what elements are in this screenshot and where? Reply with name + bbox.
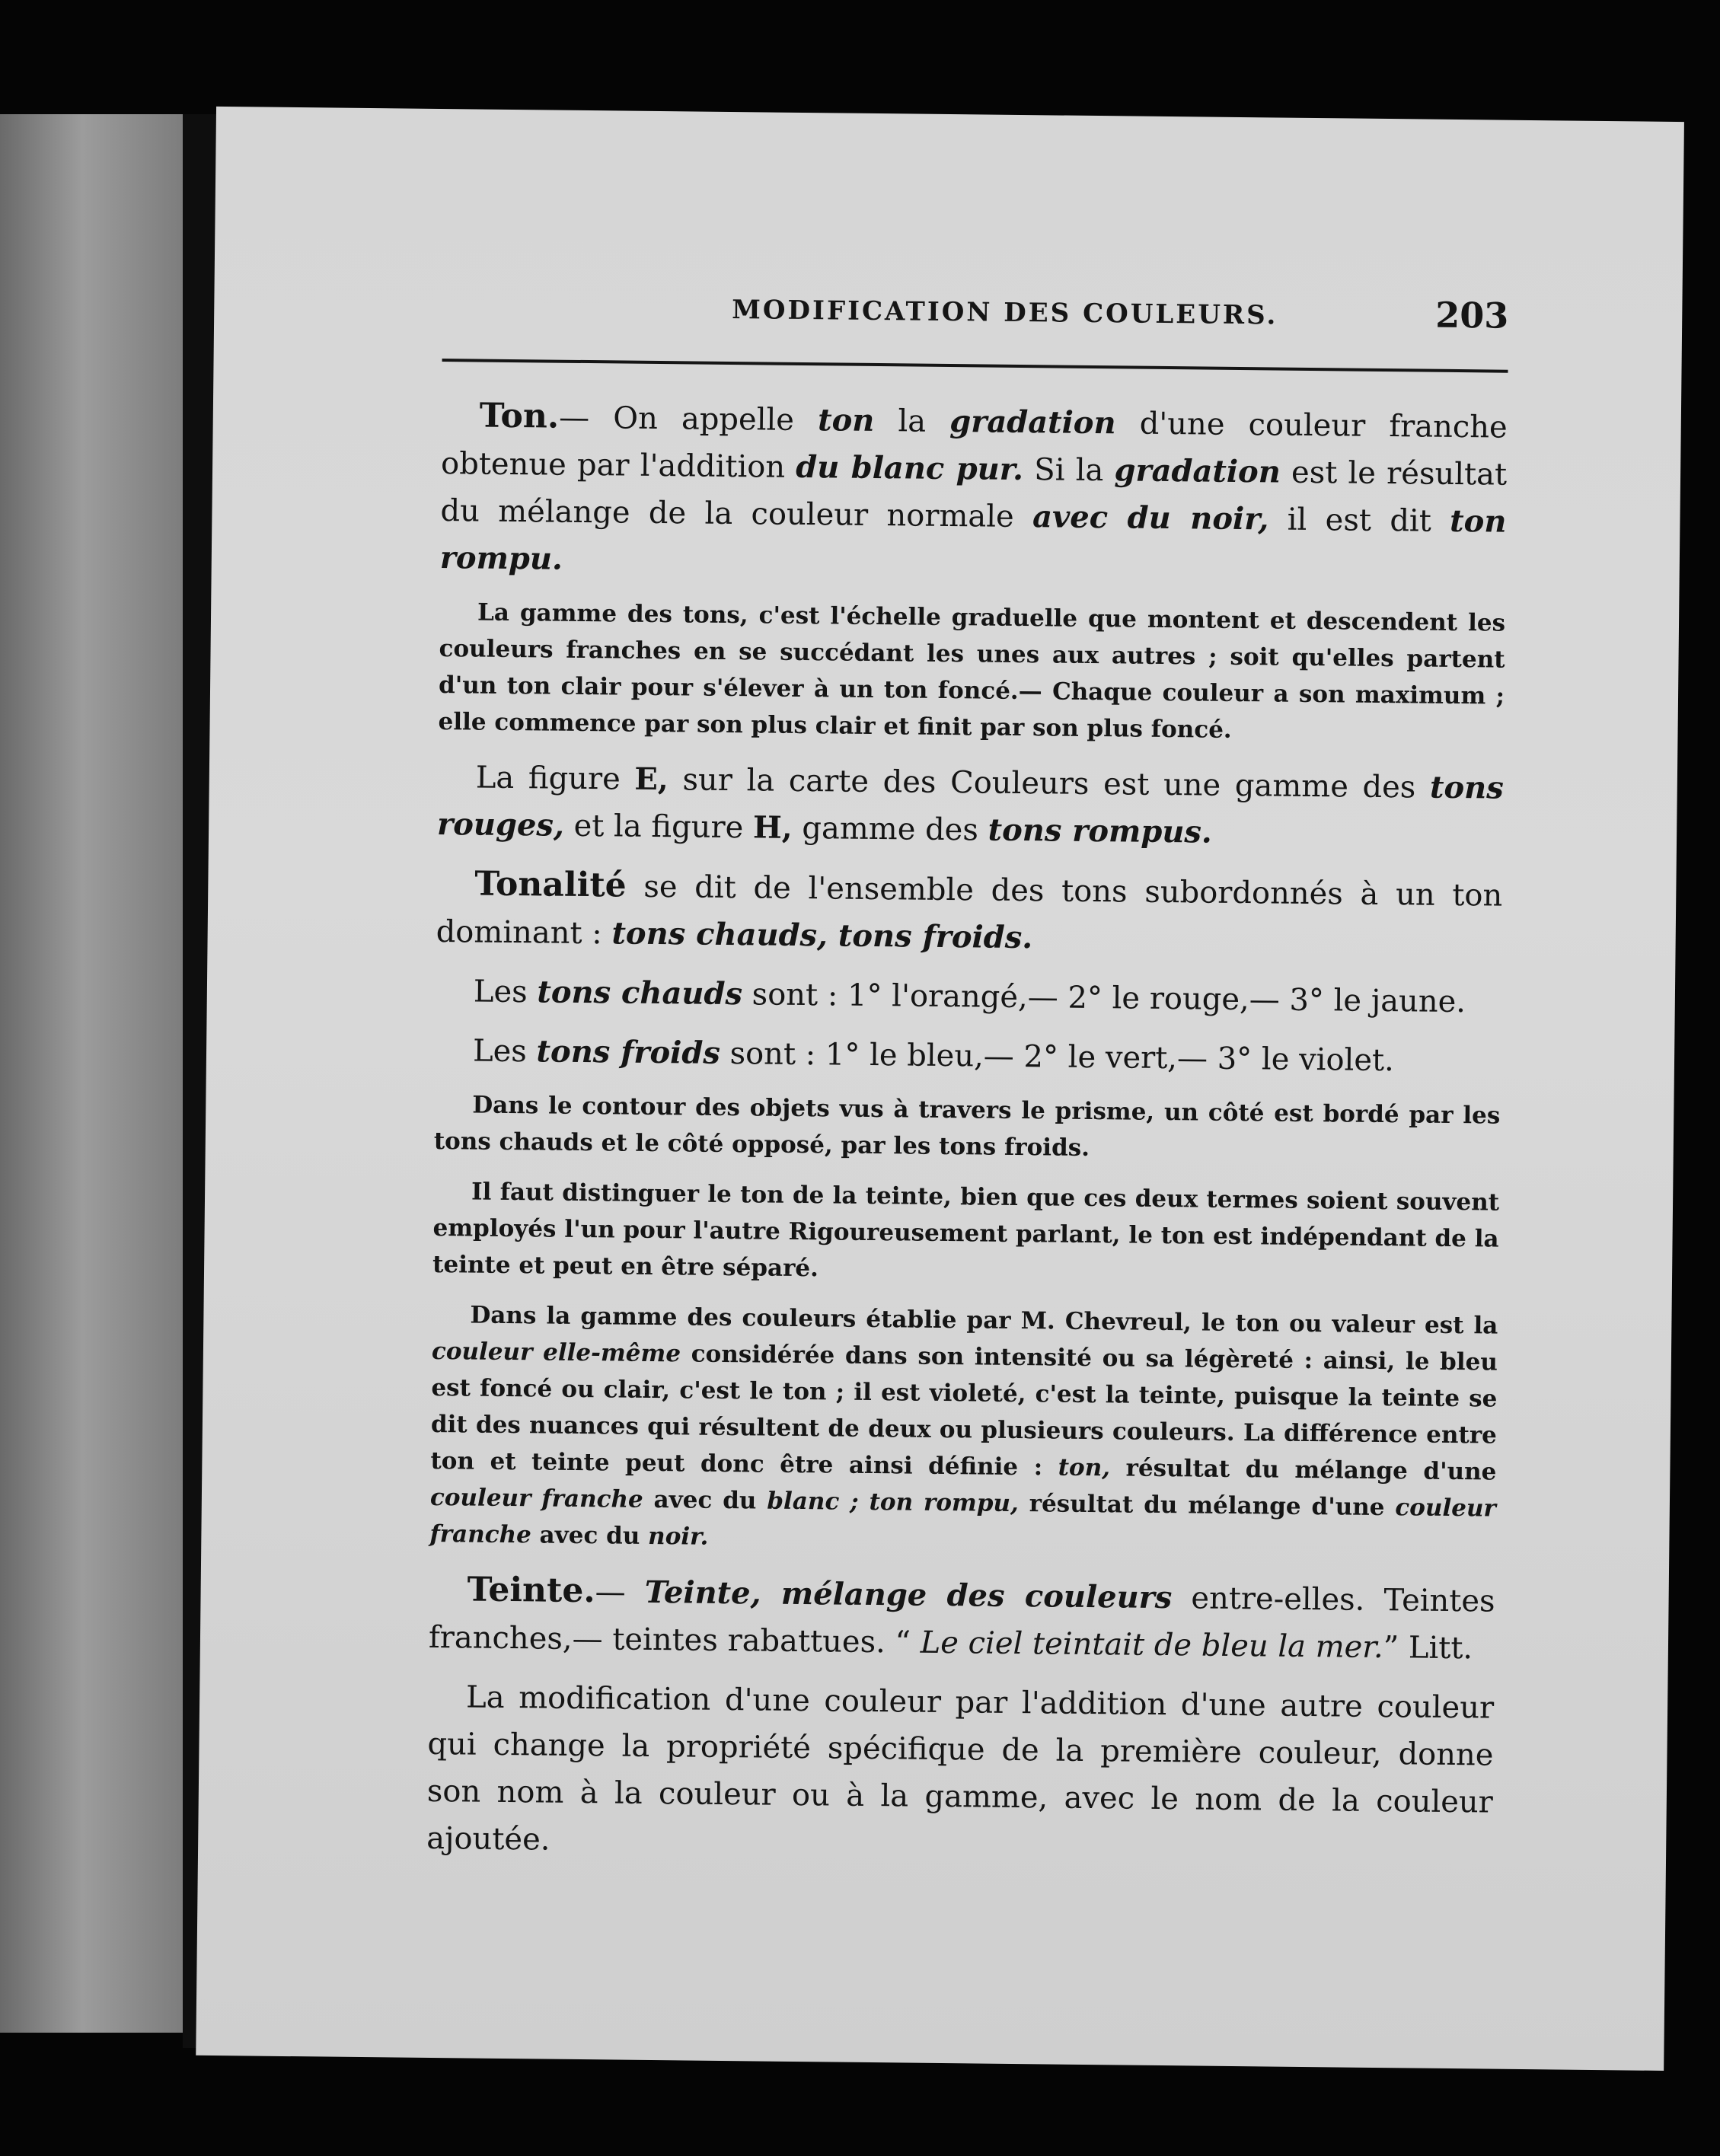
text-span: résultat du mélange d'une xyxy=(1018,1490,1396,1522)
term-ton: Ton. xyxy=(479,396,560,436)
paragraph-tons-chauds xyxy=(436,968,1502,1026)
italic-span: couleur elle-même xyxy=(431,1337,681,1368)
text-span: Dans la gamme des couleurs établie par M. Chevreul, le ton ou valeur est la xyxy=(470,1301,1498,1340)
text-span: avec du xyxy=(531,1521,649,1550)
italic-span: ton xyxy=(817,402,875,439)
italic-span: ton, xyxy=(1058,1453,1111,1482)
text-span: gamme des xyxy=(792,810,988,848)
bold-span: H, xyxy=(752,809,793,846)
text-span: se dit de l'ensemble des tons subordonnés à un ton dominant : xyxy=(436,869,1503,952)
text-span: Les xyxy=(472,1033,537,1070)
text-span: sont : 1° l'orangé,— 2° le rouge,— 3° le jaune. xyxy=(742,977,1466,1020)
paragraph-ton xyxy=(440,392,1508,593)
italic-span: tons chauds, tons froids. xyxy=(611,915,1033,956)
paragraph-chevreul xyxy=(429,1296,1498,1564)
text-span: la xyxy=(874,403,950,440)
paragraph-prisme: Dans le contour des objets vus à travers le prisme, un côté est bordé par les tons chauds et le côté opposé, par les tons froids. xyxy=(433,1091,1501,1162)
italic-span: Teinte, mélange des couleurs xyxy=(644,1574,1173,1616)
facing-page-edge xyxy=(0,114,183,2033)
text-span: résultat du mélange d'une xyxy=(1109,1454,1497,1486)
term-tonalite: Tonalité xyxy=(474,864,627,905)
quote-span: Le ciel teintait de bleu la mer. xyxy=(920,1625,1384,1666)
text-span: — On appelle xyxy=(558,400,819,439)
italic-span: tons froids xyxy=(536,1033,721,1071)
italic-span: blanc ; ton rompu, xyxy=(767,1487,1020,1518)
text-span: entre-elles. Teintes franches,— teintes rabattues. “ xyxy=(428,1580,1495,1660)
italic-span: gradation xyxy=(1114,452,1281,490)
text-span: La figure xyxy=(475,760,635,797)
italic-span: gradation xyxy=(949,403,1116,442)
paragraph-tons-froids xyxy=(435,1027,1501,1086)
italic-span: ton rompu. xyxy=(439,502,1507,577)
paragraph-modification: La modification d'une couleur par l'addition d'une autre couleur qui change la propriété spécifique de la première couleur, donne son nom à la couleur ou à la gamme, avec le nom de la couleur ajoutée. xyxy=(426,1679,1495,1858)
italic-span: noir. xyxy=(647,1522,709,1551)
term-teinte: Teinte. xyxy=(467,1570,595,1611)
text-span: sur la carte des Couleurs est une gamme des xyxy=(668,762,1431,805)
page-header xyxy=(442,284,1509,362)
text-span: considérée dans son intensité ou sa légèreté : ainsi, le bleu est foncé ou clair, c'est le ton ; il est violeté, c'est la teinte, puisque la teinte se dit des nuances qui résultent de deux ou plusieurs couleurs. La différence entre ton et teinte peut donc être ainsi définie : xyxy=(430,1340,1498,1481)
text-span: d'une couleur franche obtenue par l'addition xyxy=(440,406,1508,485)
page-content xyxy=(426,284,1509,1886)
text-span: — xyxy=(595,1574,646,1610)
italic-span: du blanc pur. xyxy=(796,448,1024,488)
text-span: ” Litt. xyxy=(1383,1630,1473,1666)
paragraph-teinte xyxy=(429,1566,1495,1673)
italic-span: tons rouges, xyxy=(436,769,1505,844)
text-span: Si la xyxy=(1023,452,1115,489)
italic-span: tons chauds xyxy=(537,974,743,1013)
book-page xyxy=(196,107,1684,2071)
text-span: avec du xyxy=(643,1485,767,1515)
paragraph-tonalite xyxy=(436,860,1502,967)
text-span: il est dit xyxy=(1268,502,1450,539)
running-title: MODIFICATION DES COULEURS. xyxy=(732,295,1278,331)
italic-span: couleur franche xyxy=(429,1483,643,1513)
italic-span: avec du noir, xyxy=(1032,499,1269,537)
header-rule xyxy=(442,359,1508,373)
text-span: sont : 1° le bleu,— 2° le vert,— 3° le violet. xyxy=(720,1035,1395,1079)
paragraph-distinguer: Il faut distinguer le ton de la teinte, bien que ces deux termes soient souvent employés l'un pour l'autre Rigoureusement parlant, le ton est indépendant de la teinte et peut en être séparé. xyxy=(432,1178,1500,1283)
text-span: Les xyxy=(473,974,538,1010)
italic-span: couleur franche xyxy=(429,1494,1497,1549)
bold-span: E, xyxy=(634,761,669,798)
paragraph-gamme: La gamme des tons, c'est l'échelle graduelle que montent et descendent les couleurs franches en se succédant les unes aux autres ; soit qu'elles partent d'un ton clair pour s'élever à un ton foncé.— Chaque couleur a son maximum ; elle commence par son plus clair et finit par son plus foncé. xyxy=(438,598,1506,744)
page-number: 203 xyxy=(1434,294,1509,336)
italic-span: tons rompus. xyxy=(988,812,1213,850)
text-span: est le résultat du mélange de la couleur normale xyxy=(440,454,1508,535)
paragraph-figures xyxy=(437,754,1504,860)
text-span: et la figure xyxy=(563,808,754,846)
